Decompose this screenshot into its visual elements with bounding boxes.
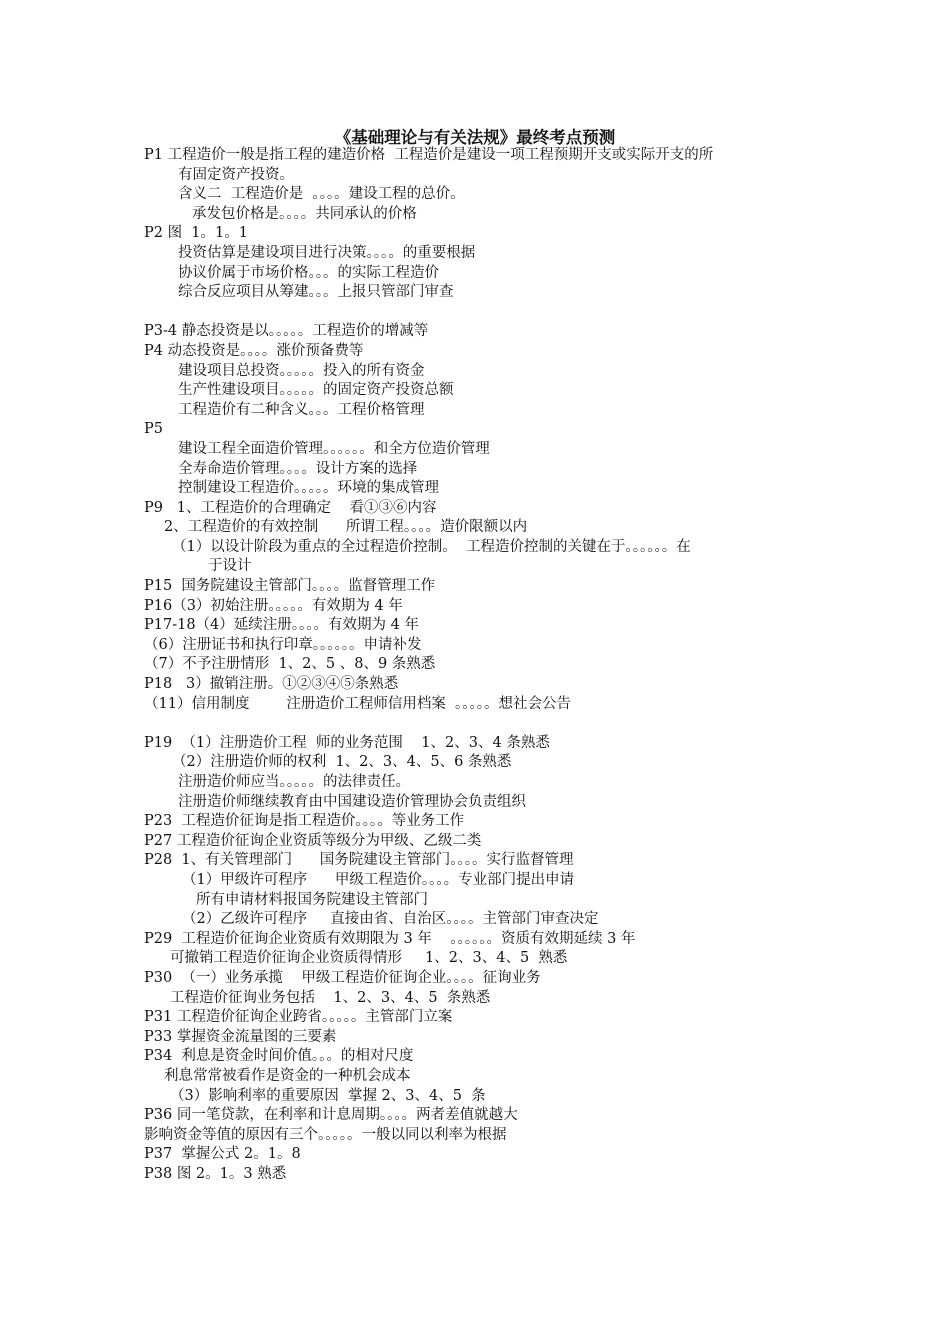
- blank-line: [144, 714, 824, 734]
- text-line: 注册造价师应当。。。。。的法律责任。: [178, 774, 410, 790]
- text-line: （6）注册证书和执行印章。。。。。。申请补发: [144, 636, 422, 653]
- text-line: （1）以设计阶段为重点的全过程造价控制。 工程造价控制的关键在于。。。。。。在: [172, 538, 691, 555]
- blank-line: [144, 303, 824, 323]
- text-line: P29 工程造价征询企业资质有效期限为 3 年 。。。。。。资质有效期延续 3 年: [144, 930, 636, 947]
- text-line: P27 工程造价征询企业资质等级分为甲级、乙级二类: [144, 832, 482, 849]
- text-line: P37 掌握公式 2。1。8: [144, 1146, 301, 1163]
- text-line: P18 3）撤销注册。①②③④⑤条熟悉: [144, 676, 399, 693]
- text-line: 于设计: [208, 558, 252, 575]
- text-line: P4 动态投资是。。。。涨价预备费等: [144, 342, 364, 359]
- text-line: 有固定资产投资。: [178, 166, 294, 183]
- text-line: 所有申请材料报国务院建设主管部门: [196, 891, 428, 908]
- text-line: 建设工程全面造价管理。。。。。。和全方位造价管理: [178, 440, 490, 457]
- text-line: P1 工程造价一般是指工程的建造价格 工程造价是建设一项工程预期开支或实际开支的所: [144, 147, 714, 163]
- text-line: P30 （一）业务承揽 甲级工程造价征询企业。。。。征询业务: [144, 969, 541, 986]
- text-line: 综合反应项目从筹建。。。上报只管部门审查: [178, 284, 454, 301]
- text-line: 承发包价格是。。。。共同承认的价格: [192, 205, 417, 222]
- text-line: 工程造价征询业务包括 1、2、3、4、5 条熟悉: [170, 989, 491, 1006]
- text-line: P17-18（4）延续注册。。。。有效期为 4 年: [144, 617, 419, 634]
- text-line: P38 图 2。1。3 熟悉: [144, 1165, 287, 1182]
- text-line: 建设项目总投资。。。。。投入的所有资金: [178, 362, 425, 379]
- text-line: 生产性建设项目。。。。。的固定资产投资总额: [178, 382, 454, 399]
- text-line: （2）乙级许可程序 直接由省、自治区。。。。主管部门审查决定: [182, 911, 599, 928]
- text-line: P5: [144, 421, 163, 438]
- text-line: 工程造价有二种含义。。。工程价格管理: [178, 401, 425, 418]
- text-line: 2、工程造价的有效控制 所谓工程。。。。造价限额以内: [164, 519, 528, 536]
- text-line: 控制建设工程造价。。。。。环境的集成管理: [178, 480, 439, 497]
- text-line: P34 利息是资金时间价值。。。的相对尺度: [144, 1048, 414, 1065]
- text-line: P36 同一笔贷款，在利率和计息周期。。。。两者差值就越大: [144, 1107, 518, 1124]
- text-line: P33 掌握资金流量图的三要素: [144, 1028, 337, 1045]
- text-line: P28 1、有关管理部门 国务院建设主管部门。。。。实行监督管理: [144, 852, 574, 869]
- text-line: P3-4 静态投资是以。。。。。工程造价的增减等: [144, 323, 429, 340]
- document-title: 《基础理论与有关法规》最终考点预测: [334, 128, 616, 147]
- text-line: P31 工程造价征询企业跨省。。。。。主管部门立案: [144, 1009, 453, 1026]
- text-line: 利息常常被看作是资金的一种机会成本: [164, 1067, 411, 1084]
- text-line: P15 国务院建设主管部门。。。。监督管理工作: [144, 578, 436, 595]
- text-line: 注册造价师继续教育由中国建设造价管理协会负责组织: [178, 793, 526, 810]
- text-line: （11）信用制度 注册造价工程师信用档案 。。。。。想社会公告: [144, 695, 572, 712]
- text-line: P16（3）初始注册。。。。。有效期为 4 年: [144, 597, 403, 614]
- text-line: 可撤销工程造价征询企业资质得情形 1、2、3、4、5 熟悉: [170, 950, 568, 967]
- text-line: 影响资金等值的原因有三个。。。。。一般以同以利率为根据: [144, 1126, 507, 1143]
- text-line: 全寿命造价管理。。。。设计方案的选择: [178, 460, 418, 477]
- text-line: P2 图 1。1。1: [144, 225, 248, 242]
- text-line: P19 （1）注册造价工程 师的业务范围 1、2、3、4 条熟悉: [144, 734, 550, 751]
- text-line: （1）甲级许可程序 甲级工程造价。。。。专业部门提出申请: [182, 871, 575, 888]
- text-line: 含义二 工程造价是 。。。。建设工程的总价。: [178, 186, 465, 203]
- text-line: 投资估算是建设项目进行决策。。。。的重要根据: [178, 244, 476, 261]
- document-body: [144, 146, 824, 1184]
- text-line: 协议价属于市场价格。。。的实际工程造价: [178, 264, 439, 281]
- text-line: （3）影响利率的重要原因 掌握 2、3、4、5 条: [170, 1087, 486, 1104]
- text-line: P23 工程造价征询是指工程造价。。。。等业务工作: [144, 813, 465, 830]
- text-line: （7）不予注册情形 1、2、5 、8、9 条熟悉: [144, 656, 436, 673]
- text-line: （2）注册造价师的权利 1、2、3、4、5、6 条熟悉: [172, 754, 512, 771]
- text-line: P9 1、工程造价的合理确定 看①③⑥内容: [144, 499, 437, 516]
